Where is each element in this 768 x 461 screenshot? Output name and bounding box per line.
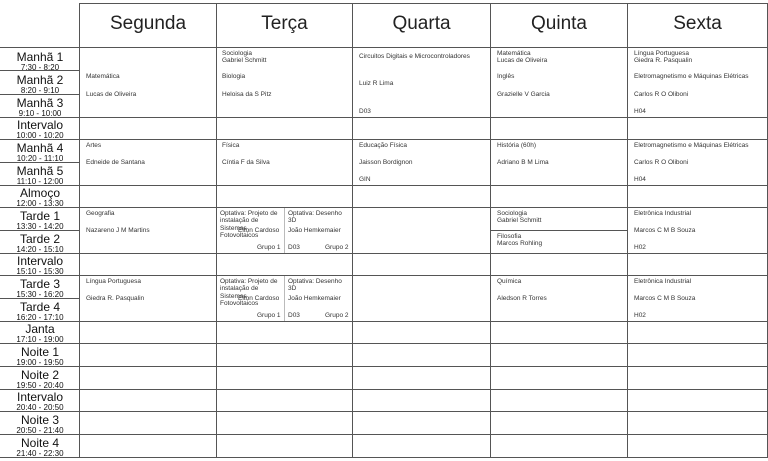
class-group: Grupo 1 [257, 312, 281, 319]
class-teacher: Luiz R Lima [359, 80, 394, 87]
class-subject: Inglês [497, 73, 515, 80]
row-divider [0, 366, 768, 367]
day-header-quinta: Quinta [531, 13, 587, 34]
period-label [0, 414, 80, 435]
period-name: Tarde 1 [19, 209, 61, 223]
class-subject: Química [497, 278, 522, 285]
class-subject: Artes [86, 142, 102, 149]
period-name: Manhã 2 [16, 73, 64, 87]
period-label [0, 323, 80, 344]
period-name: Noite 3 [20, 413, 60, 427]
period-label [0, 74, 80, 95]
period-name: Almoço [19, 186, 60, 200]
period-label [0, 301, 80, 322]
class-subject: Eletrônica Industrial [634, 210, 692, 217]
class-subject: Filosofia [497, 233, 522, 240]
header-divider [0, 47, 768, 48]
class-teacher: Jaisson Bordignon [359, 159, 413, 166]
class-subject: Circuitos Digitais e Microcontroladores [359, 53, 470, 60]
class-teacher: Grazielle V Garcia [497, 91, 550, 98]
period-time: 13:30 - 14:20 [16, 222, 64, 231]
row-divider [0, 117, 768, 118]
class-teacher: Lucas de Oliveira [497, 57, 548, 64]
period-time: 10:00 - 10:20 [16, 131, 64, 140]
class-subject: Optativa: Desenho 3D [288, 210, 342, 225]
class-subject: Optativa: Desenho 3D [288, 278, 342, 293]
period-label [0, 142, 80, 163]
period-name: Noite 4 [20, 436, 60, 450]
class-teacher: Marcos Rohling [497, 240, 543, 247]
period-label [0, 210, 80, 231]
period-name: Janta [25, 322, 55, 336]
class-subject: Matemática [497, 50, 531, 57]
class-subject: Optativa: Projeto de instalação de Sistemas Fotovoltaicos [220, 278, 278, 307]
class-room: D03 [359, 108, 371, 115]
class-teacher: Elton Cardoso [238, 227, 280, 234]
period-time: 7:30 - 8:20 [20, 63, 60, 72]
class-teacher: Edneide de Santana [86, 159, 145, 166]
period-label [0, 119, 80, 140]
class-subject: Biologia [222, 73, 246, 80]
class-teacher: Heloisa da S Pitz [222, 91, 272, 98]
period-name: Tarde 4 [19, 300, 61, 314]
period-time: 19:50 - 20:40 [16, 381, 64, 390]
period-label [0, 255, 80, 276]
period-time: 17:10 - 19:00 [16, 335, 64, 344]
row-divider [0, 343, 768, 344]
period-label [0, 437, 80, 458]
table-border-top [80, 3, 768, 4]
period-time: 10:20 - 11:10 [16, 154, 64, 163]
class-subject: Língua Portuguesa [634, 50, 689, 57]
class-subject: Eletromagnetismo e Máquinas Elétricas [634, 73, 749, 80]
class-subject: Geografia [86, 210, 115, 217]
class-room: H04 [634, 108, 646, 115]
period-time: 16:20 - 17:10 [16, 313, 64, 322]
class-subject: Matemática [86, 73, 120, 80]
class-teacher: Carlos R O Oliboni [634, 159, 689, 166]
period-name: Tarde 2 [19, 232, 61, 246]
split-divider [284, 208, 285, 253]
period-name: Manhã 1 [16, 50, 64, 64]
period-label [0, 51, 80, 72]
column-divider [490, 3, 491, 458]
class-group: Grupo 2 [325, 244, 349, 251]
row-divider [0, 275, 768, 276]
class-teacher: Carlos R O Oliboni [634, 91, 689, 98]
class-subject: Optativa: Projeto de instalação de Sistemas Fotovoltaicos [220, 210, 278, 239]
period-name: Noite 1 [20, 345, 60, 359]
class-teacher: Cíntia F da Silva [222, 159, 270, 166]
class-room: H02 [634, 312, 646, 319]
column-divider [216, 3, 217, 458]
period-name: Manhã 5 [16, 164, 64, 178]
day-header-quarta: Quarta [392, 13, 451, 34]
class-teacher: Marcos C M B Souza [634, 227, 696, 234]
row-divider [0, 253, 768, 254]
row-divider [0, 321, 768, 322]
row-divider [490, 230, 627, 231]
class-teacher: Nazareno J M Martins [86, 227, 150, 234]
column-divider [627, 3, 628, 458]
period-time: 15:30 - 16:20 [16, 290, 64, 299]
row-divider [0, 434, 768, 435]
class-room: H02 [634, 244, 646, 251]
period-label [0, 369, 80, 390]
class-room: H04 [634, 176, 646, 183]
class-teacher: João Hemkemaier [288, 295, 341, 302]
row-divider [0, 139, 768, 140]
class-subject: Educação Física [359, 142, 408, 149]
period-name: Noite 2 [20, 368, 60, 382]
class-subject: Eletrônica Industrial [634, 278, 692, 285]
class-subject: Sociologia [222, 50, 252, 57]
class-group: Grupo 2 [325, 312, 349, 319]
period-label [0, 97, 80, 118]
class-room: D03 [288, 244, 300, 251]
day-header-terca: Terça [261, 13, 308, 34]
period-name: Intervalo [16, 118, 64, 132]
class-teacher: Elton Cardoso [238, 295, 280, 302]
period-label [0, 233, 80, 254]
class-room: GIN [359, 176, 371, 183]
period-name: Manhã 4 [16, 141, 64, 155]
period-label [0, 391, 80, 412]
period-time: 19:00 - 19:50 [16, 358, 64, 367]
split-divider [284, 276, 285, 321]
period-name: Intervalo [16, 390, 64, 404]
class-teacher: Gabriel Schmitt [222, 57, 267, 64]
class-room: D03 [288, 312, 300, 319]
class-subject: Física [222, 142, 240, 149]
period-time: 15:10 - 15:30 [16, 267, 64, 276]
period-label [0, 187, 80, 208]
period-time: 21:40 - 22:30 [16, 449, 64, 458]
row-divider [0, 185, 768, 186]
period-time: 11:10 - 12:00 [16, 177, 64, 186]
day-header-segunda: Segunda [109, 13, 187, 34]
class-teacher: Adriano B M Lima [497, 159, 549, 166]
class-teacher: João Hemkemaier [288, 227, 341, 234]
period-name: Manhã 3 [16, 96, 64, 110]
period-time: 20:40 - 20:50 [16, 403, 64, 412]
period-label [0, 278, 80, 299]
period-time: 12:00 - 13:30 [16, 199, 64, 208]
row-divider [0, 389, 768, 390]
class-subject: Sociologia [497, 210, 527, 217]
period-name: Intervalo [16, 254, 64, 268]
period-time: 8:20 - 9:10 [20, 86, 60, 95]
class-teacher: Lucas de Oliveira [86, 91, 137, 98]
class-teacher: Giedra R. Pasqualin [86, 295, 145, 302]
period-label [0, 346, 80, 367]
class-subject: Língua Portuguesa [86, 278, 141, 285]
row-divider [0, 411, 768, 412]
class-subject: História (60h) [497, 142, 537, 149]
class-teacher: Marcos C M B Souza [634, 295, 696, 302]
period-time: 9:10 - 10:00 [18, 109, 62, 118]
class-teacher: Giedra R. Pasqualin [634, 57, 693, 64]
period-time: 14:20 - 15:10 [16, 245, 64, 254]
class-subject: Eletromagnetismo e Máquinas Elétricas [634, 142, 749, 149]
period-name: Tarde 3 [19, 277, 61, 291]
table-border-bottom [0, 457, 768, 458]
class-teacher: Gabriel Schmitt [497, 217, 542, 224]
period-label [0, 165, 80, 186]
class-group: Grupo 1 [257, 244, 281, 251]
period-time: 20:50 - 21:40 [16, 426, 64, 435]
column-divider [352, 3, 353, 458]
day-header-sexta: Sexta [673, 13, 722, 34]
class-teacher: Aledson R Torres [497, 295, 547, 302]
row-divider [0, 207, 768, 208]
